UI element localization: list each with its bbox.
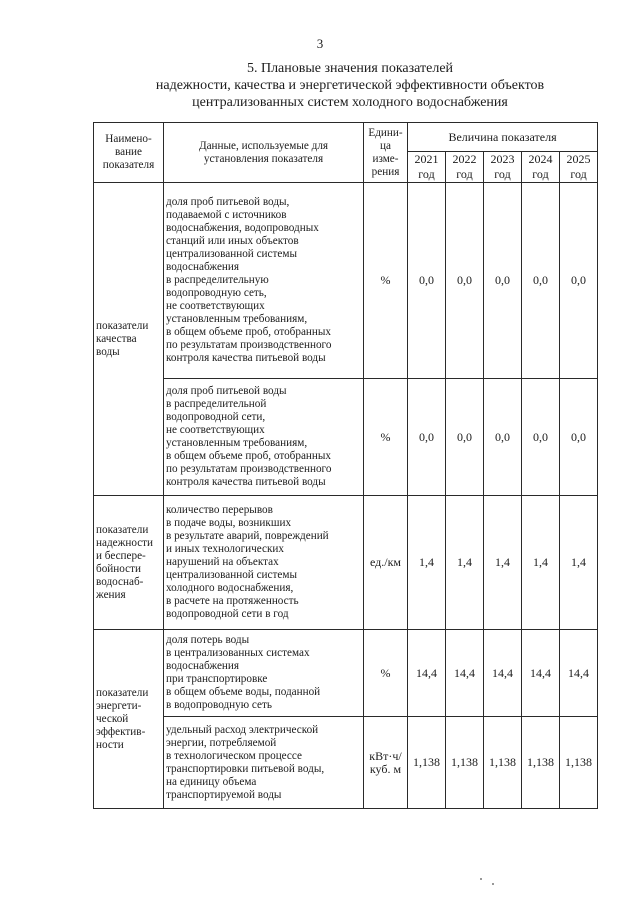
description-line: в общем объеме проб, отобранных: [166, 450, 331, 462]
value-cell-2021: 0,0: [408, 183, 446, 379]
unit-cell: [364, 717, 408, 809]
header-year-2022: 2022 год: [446, 152, 484, 183]
header-unit: Едини- ца изме- рения: [364, 123, 408, 183]
section-title: [60, 60, 640, 111]
group-name-line: бойности: [96, 562, 141, 575]
title-line-1: 5. Плановые значения показателей: [246, 61, 454, 76]
description-line: водоснабжения: [166, 261, 240, 273]
value-cell-2024: 14,4: [522, 630, 560, 717]
scan-speck: [492, 883, 494, 885]
description-line: удельный расход электрической: [166, 723, 319, 736]
value-cell-2025: 1,4: [560, 496, 598, 630]
description-line: подаваемой с источников: [166, 209, 287, 221]
header-year-2025: 2025 год: [560, 152, 598, 183]
group-name-line: надежности: [96, 536, 154, 549]
unit-cell: ед./км: [364, 496, 408, 630]
value-cell-2022: 1,4: [446, 496, 484, 630]
header-year-2023: 2023 год: [484, 152, 522, 183]
value-cell-2025: 0,0: [560, 183, 598, 379]
description-line: в централизованных системах: [166, 647, 310, 659]
description-line: установленным требованиям,: [166, 437, 308, 449]
description-line: и иных технологических: [166, 543, 285, 555]
title-line-3: централизованных систем холодного водоснабжения: [192, 95, 508, 110]
description-line: станций или иных объектов: [166, 235, 299, 247]
group-name-line: показатели: [96, 523, 149, 536]
description-line: доля проб питьевой воды,: [166, 196, 290, 208]
value-cell-2022: 14,4: [446, 630, 484, 717]
description-line: установленным требованиям,: [166, 313, 308, 325]
indicator-description: [164, 183, 364, 379]
description-line: централизованной системы: [166, 248, 297, 260]
description-line: транспортируемой воды: [166, 788, 282, 801]
value-cell-2021: 0,0: [408, 379, 446, 496]
description-line: на единицу объема: [166, 775, 257, 788]
value-cell-2021: 1,138: [408, 717, 446, 809]
description-line: в расчете на протяженность: [166, 595, 299, 607]
header-data-used: Данные, используемые для установления показателя: [164, 123, 364, 183]
unit-cell: %: [364, 379, 408, 496]
description-line: водопроводную сеть,: [166, 287, 267, 299]
description-line: не соответствующих: [166, 300, 265, 312]
value-cell-2024: 0,0: [522, 379, 560, 496]
value-cell-2025: 0,0: [560, 379, 598, 496]
header-indicator-name: Наимено- вание показателя: [94, 123, 164, 183]
description-line: в распределительной: [166, 398, 267, 410]
value-cell-2021: 14,4: [408, 630, 446, 717]
description-line: контроля качества питьевой воды: [166, 476, 326, 488]
description-line: водопроводной сети,: [166, 411, 266, 423]
description-line: в распределительную: [166, 274, 269, 286]
indicator-group-energy-efficiency: [94, 630, 164, 809]
description-line: доля проб питьевой воды: [166, 385, 287, 397]
group-name-line: водоснаб-: [96, 575, 144, 588]
unit-cell: %: [364, 183, 408, 379]
page-number: 3: [316, 36, 324, 51]
indicator-group-water-quality: [94, 183, 164, 496]
description-line: по результатам производственного: [166, 339, 332, 351]
group-name-line: показатели: [96, 686, 149, 699]
description-line: количество перерывов: [166, 504, 273, 516]
scan-speck: [480, 878, 482, 880]
indicator-description: [164, 630, 364, 717]
description-line: централизованной системы: [166, 569, 297, 581]
description-line: в водопроводную сеть: [166, 699, 272, 711]
value-cell-2023: 1,4: [484, 496, 522, 630]
value-cell-2021: 1,4: [408, 496, 446, 630]
value-cell-2024: 0,0: [522, 183, 560, 379]
description-line: по результатам производственного: [166, 463, 332, 475]
value-cell-2022: 0,0: [446, 183, 484, 379]
description-line: в общем объеме проб, отобранных: [166, 326, 331, 338]
description-line: доля потерь воды: [166, 634, 250, 646]
header-year-2024: 2024 год: [522, 152, 560, 183]
unit-cell: %: [364, 630, 408, 717]
description-line: транспортировки питьевой воды,: [166, 762, 325, 775]
description-line: в общем объеме воды, поданной: [166, 686, 321, 698]
value-cell-2022: 0,0: [446, 379, 484, 496]
title-line-2: надежности, качества и энергетической эффективности объектов: [155, 78, 545, 93]
value-cell-2023: 1,138: [484, 717, 522, 809]
description-line: энергии, потребляемой: [166, 736, 277, 749]
group-name-line: ности: [96, 738, 124, 751]
description-line: в подаче воды, возникших: [166, 517, 292, 529]
group-name-line: энергети-: [96, 699, 142, 712]
description-line: водоснабжения: [166, 660, 240, 672]
indicators-table: [93, 122, 598, 809]
group-name-line: качества: [96, 332, 137, 345]
description-line: водопроводной сети в год: [166, 608, 289, 620]
group-name-line: эффектив-: [96, 725, 146, 738]
value-cell-2023: 0,0: [484, 379, 522, 496]
indicator-description: [164, 496, 364, 630]
value-cell-2024: 1,4: [522, 496, 560, 630]
description-line: в технологическом процессе: [166, 749, 302, 762]
value-cell-2025: 14,4: [560, 630, 598, 717]
value-cell-2023: 0,0: [484, 183, 522, 379]
header-value-group: Величина показателя: [408, 123, 598, 152]
description-line: холодного водоснабжения,: [166, 582, 294, 594]
description-line: водоснабжения, водопроводных: [166, 222, 319, 234]
description-line: нарушений на объектах: [166, 556, 279, 568]
value-cell-2022: 1,138: [446, 717, 484, 809]
unit-line: кВт·ч/: [369, 748, 402, 763]
description-line: не соответствующих: [166, 424, 265, 436]
unit-line: куб. м: [369, 761, 402, 776]
indicator-description: [164, 379, 364, 496]
description-line: при транспортировке: [166, 673, 268, 685]
group-name-line: ческой: [96, 712, 129, 725]
header-year-2021: 2021 год: [408, 152, 446, 183]
group-name-line: жения: [96, 588, 126, 601]
group-name-line: и беспере-: [96, 549, 146, 562]
group-name-line: воды: [96, 345, 120, 358]
description-line: контроля качества питьевой воды: [166, 352, 326, 364]
indicator-group-reliability: [94, 496, 164, 630]
value-cell-2023: 14,4: [484, 630, 522, 717]
indicator-description: [164, 717, 364, 809]
description-line: в результате аварий, повреждений: [166, 530, 329, 542]
group-name-line: показатели: [96, 319, 149, 332]
value-cell-2024: 1,138: [522, 717, 560, 809]
value-cell-2025: 1,138: [560, 717, 598, 809]
